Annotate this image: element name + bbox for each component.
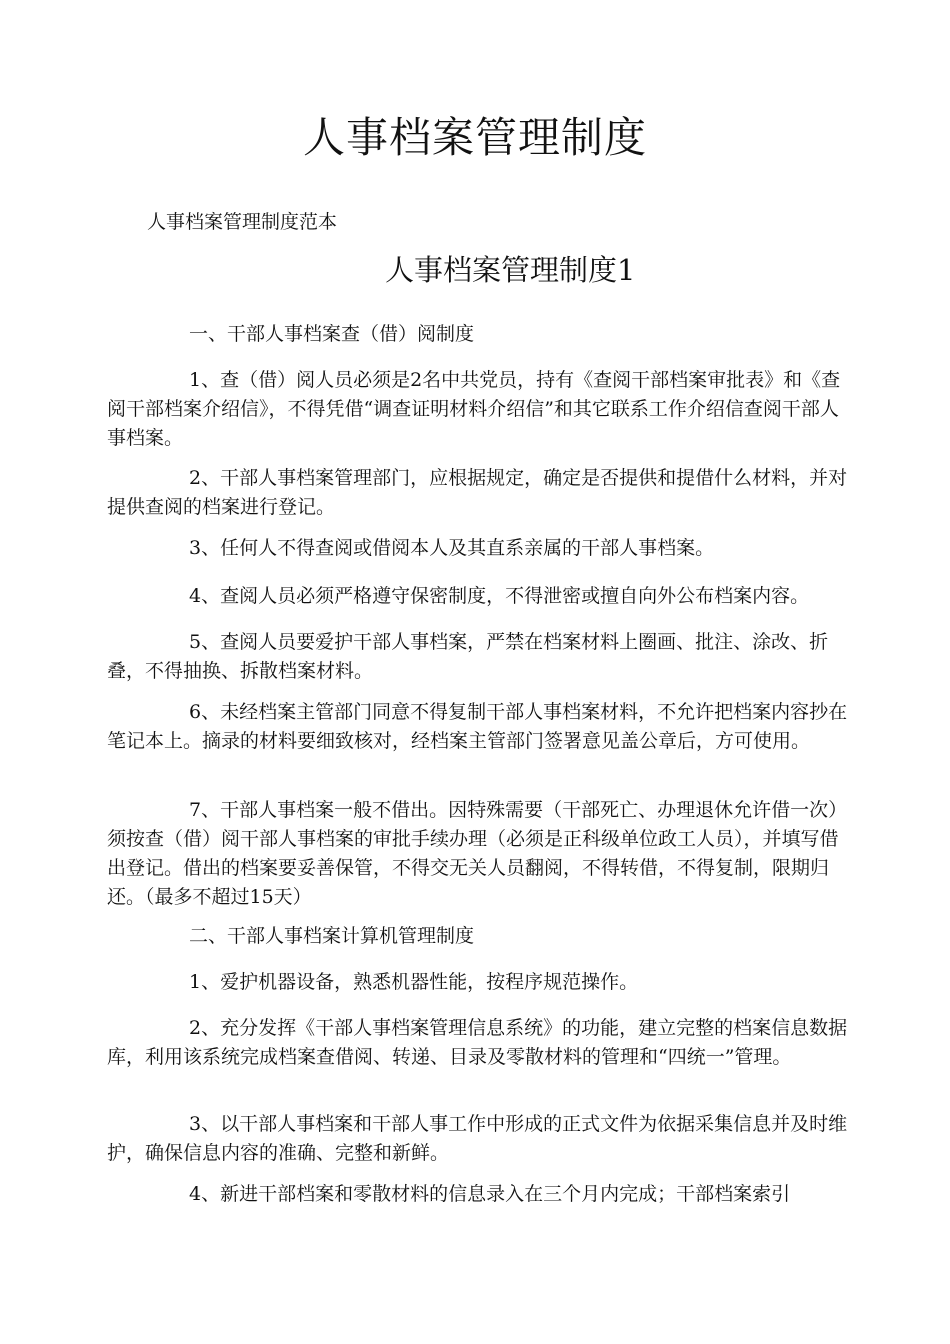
paragraph: 4、查阅人员必须严格遵守保密制度，不得泄密或擅自向外公布档案内容。 xyxy=(189,585,810,607)
paragraph: 1、查（借）阅人员必须是2名中共党员，持有《查阅干部档案审批表》和《查阅干部档案介绍信》，不得凭借“调查证明材料介绍信”和其它联系工作介绍信查阅干部人事档案。 xyxy=(107,369,841,449)
paragraph: 2、充分发挥《干部人事档案管理信息系统》的功能，建立完整的档案信息数据库，利用该系统完成档案查借阅、转递、目录及零散材料的管理和“四统一”管理。 xyxy=(107,1017,848,1068)
paragraph: 2、干部人事档案管理部门，应根据规定，确定是否提供和提借什么材料，并对提供查阅的档案进行登记。 xyxy=(107,467,848,518)
paragraph: 7、干部人事档案一般不借出。因特殊需要（干部死亡、办理退休允许借一次）须按查（借）阅干部人事档案的审批手续办理（必须是正科级单位政工人员），并填写借出登记。借出的档案要妥善保管，不得交无关人员翻阅，不得转借，不得复制，限期归还。（最多不超过15天） xyxy=(107,799,848,908)
paragraph: 5、查阅人员要爱护干部人事档案，严禁在档案材料上圈画、批注、涂改、折叠，不得抽换、拆散档案材料。 xyxy=(107,631,829,682)
paragraph: 3、任何人不得查阅或借阅本人及其直系亲属的干部人事档案。 xyxy=(189,537,715,559)
paragraph: 3、以干部人事档案和干部人事工作中形成的正式文件为依据采集信息并及时维护，确保信息内容的准确、完整和新鲜。 xyxy=(107,1113,848,1164)
heading-section-2: 二、干部人事档案计算机管理制度 xyxy=(189,925,475,947)
paragraph: 4、新进干部档案和零散材料的信息录入在三个月内完成；干部档案索引 xyxy=(189,1183,791,1205)
document-subtitle: 人事档案管理制度范本 xyxy=(147,211,338,233)
paragraph: 1、爱护机器设备，熟悉机器性能，按程序规范操作。 xyxy=(189,971,639,993)
heading-section-1: 一、干部人事档案查（借）阅制度 xyxy=(189,323,475,345)
document-title: 人事档案管理制度 xyxy=(302,113,647,162)
paragraph: 6、未经档案主管部门同意不得复制干部人事档案材料，不允许把档案内容抄在笔记本上。摘录的材料要细致核对，经档案主管部门签署意见盖公章后，方可使用。 xyxy=(107,701,848,752)
section-title: 人事档案管理制度1 xyxy=(385,253,636,287)
